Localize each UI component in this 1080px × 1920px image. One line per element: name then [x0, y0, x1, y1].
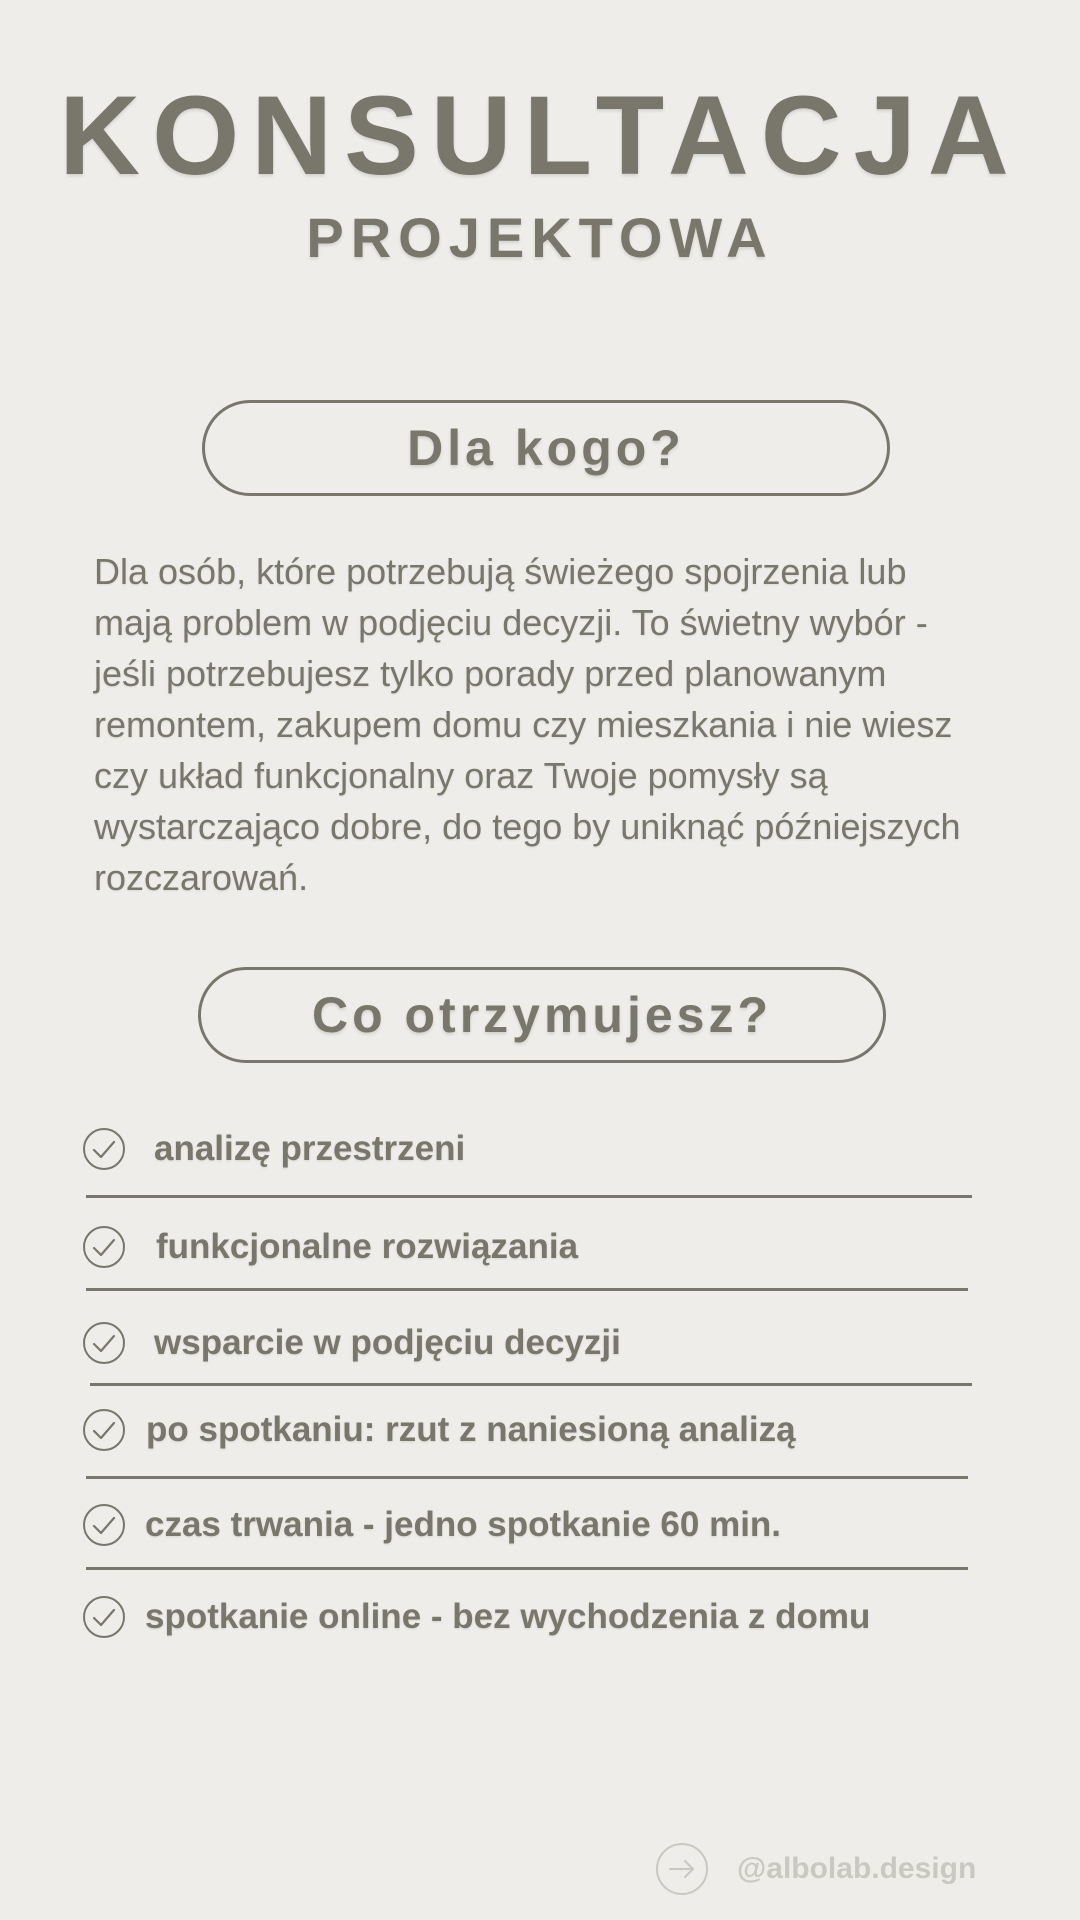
- section-heading-benefits: Co otrzymujesz?: [198, 967, 886, 1063]
- divider: [90, 1383, 972, 1386]
- check-circle-icon: [82, 1503, 126, 1547]
- check-circle-icon: [82, 1595, 126, 1639]
- benefit-label: wsparcie w podjęciu decyzji: [154, 1323, 621, 1362]
- check-circle-icon: [82, 1127, 126, 1171]
- divider: [86, 1195, 972, 1198]
- footer: [655, 1842, 976, 1896]
- arrow-right-circle-icon[interactable]: [655, 1842, 709, 1896]
- benefit-label: funkcjonalne rozwiązania: [156, 1227, 579, 1266]
- benefit-item: [82, 1503, 781, 1547]
- divider: [86, 1476, 968, 1479]
- benefit-item: [82, 1127, 465, 1171]
- benefit-label: czas trwania - jedno spotkanie 60 min.: [145, 1505, 782, 1544]
- benefit-label: analizę przestrzeni: [154, 1129, 466, 1168]
- section-heading-for-whom: Dla kogo?: [202, 400, 890, 496]
- page-title: KONSULTACJA: [59, 73, 1021, 198]
- check-circle-icon: [82, 1408, 126, 1452]
- benefit-label: po spotkaniu: rzut z naniesioną analizą: [146, 1410, 796, 1449]
- benefit-label: spotkanie online - bez wychodzenia z domu: [145, 1597, 871, 1636]
- account-handle: @albolab.design: [737, 1852, 977, 1885]
- divider: [86, 1567, 968, 1570]
- page-subtitle: PROJEKTOWA: [306, 206, 774, 269]
- benefit-item: [82, 1595, 870, 1639]
- benefit-item: [82, 1408, 796, 1452]
- check-circle-icon: [82, 1321, 126, 1365]
- check-circle-icon: [82, 1225, 126, 1269]
- benefit-item: [82, 1225, 578, 1269]
- for-whom-description: Dla osób, które potrzebują świeżego spojrzenia lub mają problem w podjęciu decyzji. To świetny wybór - jeśli potrzebujesz tylko porady przed planowanym remontem, zakupem domu czy mieszkania i nie wiesz czy układ funkcjonalny oraz Twoje pomysły są wystarczająco dobre, do tego by uniknąć późniejszych rozczarowań.: [94, 551, 961, 898]
- divider: [86, 1288, 968, 1291]
- benefit-item: [82, 1321, 621, 1365]
